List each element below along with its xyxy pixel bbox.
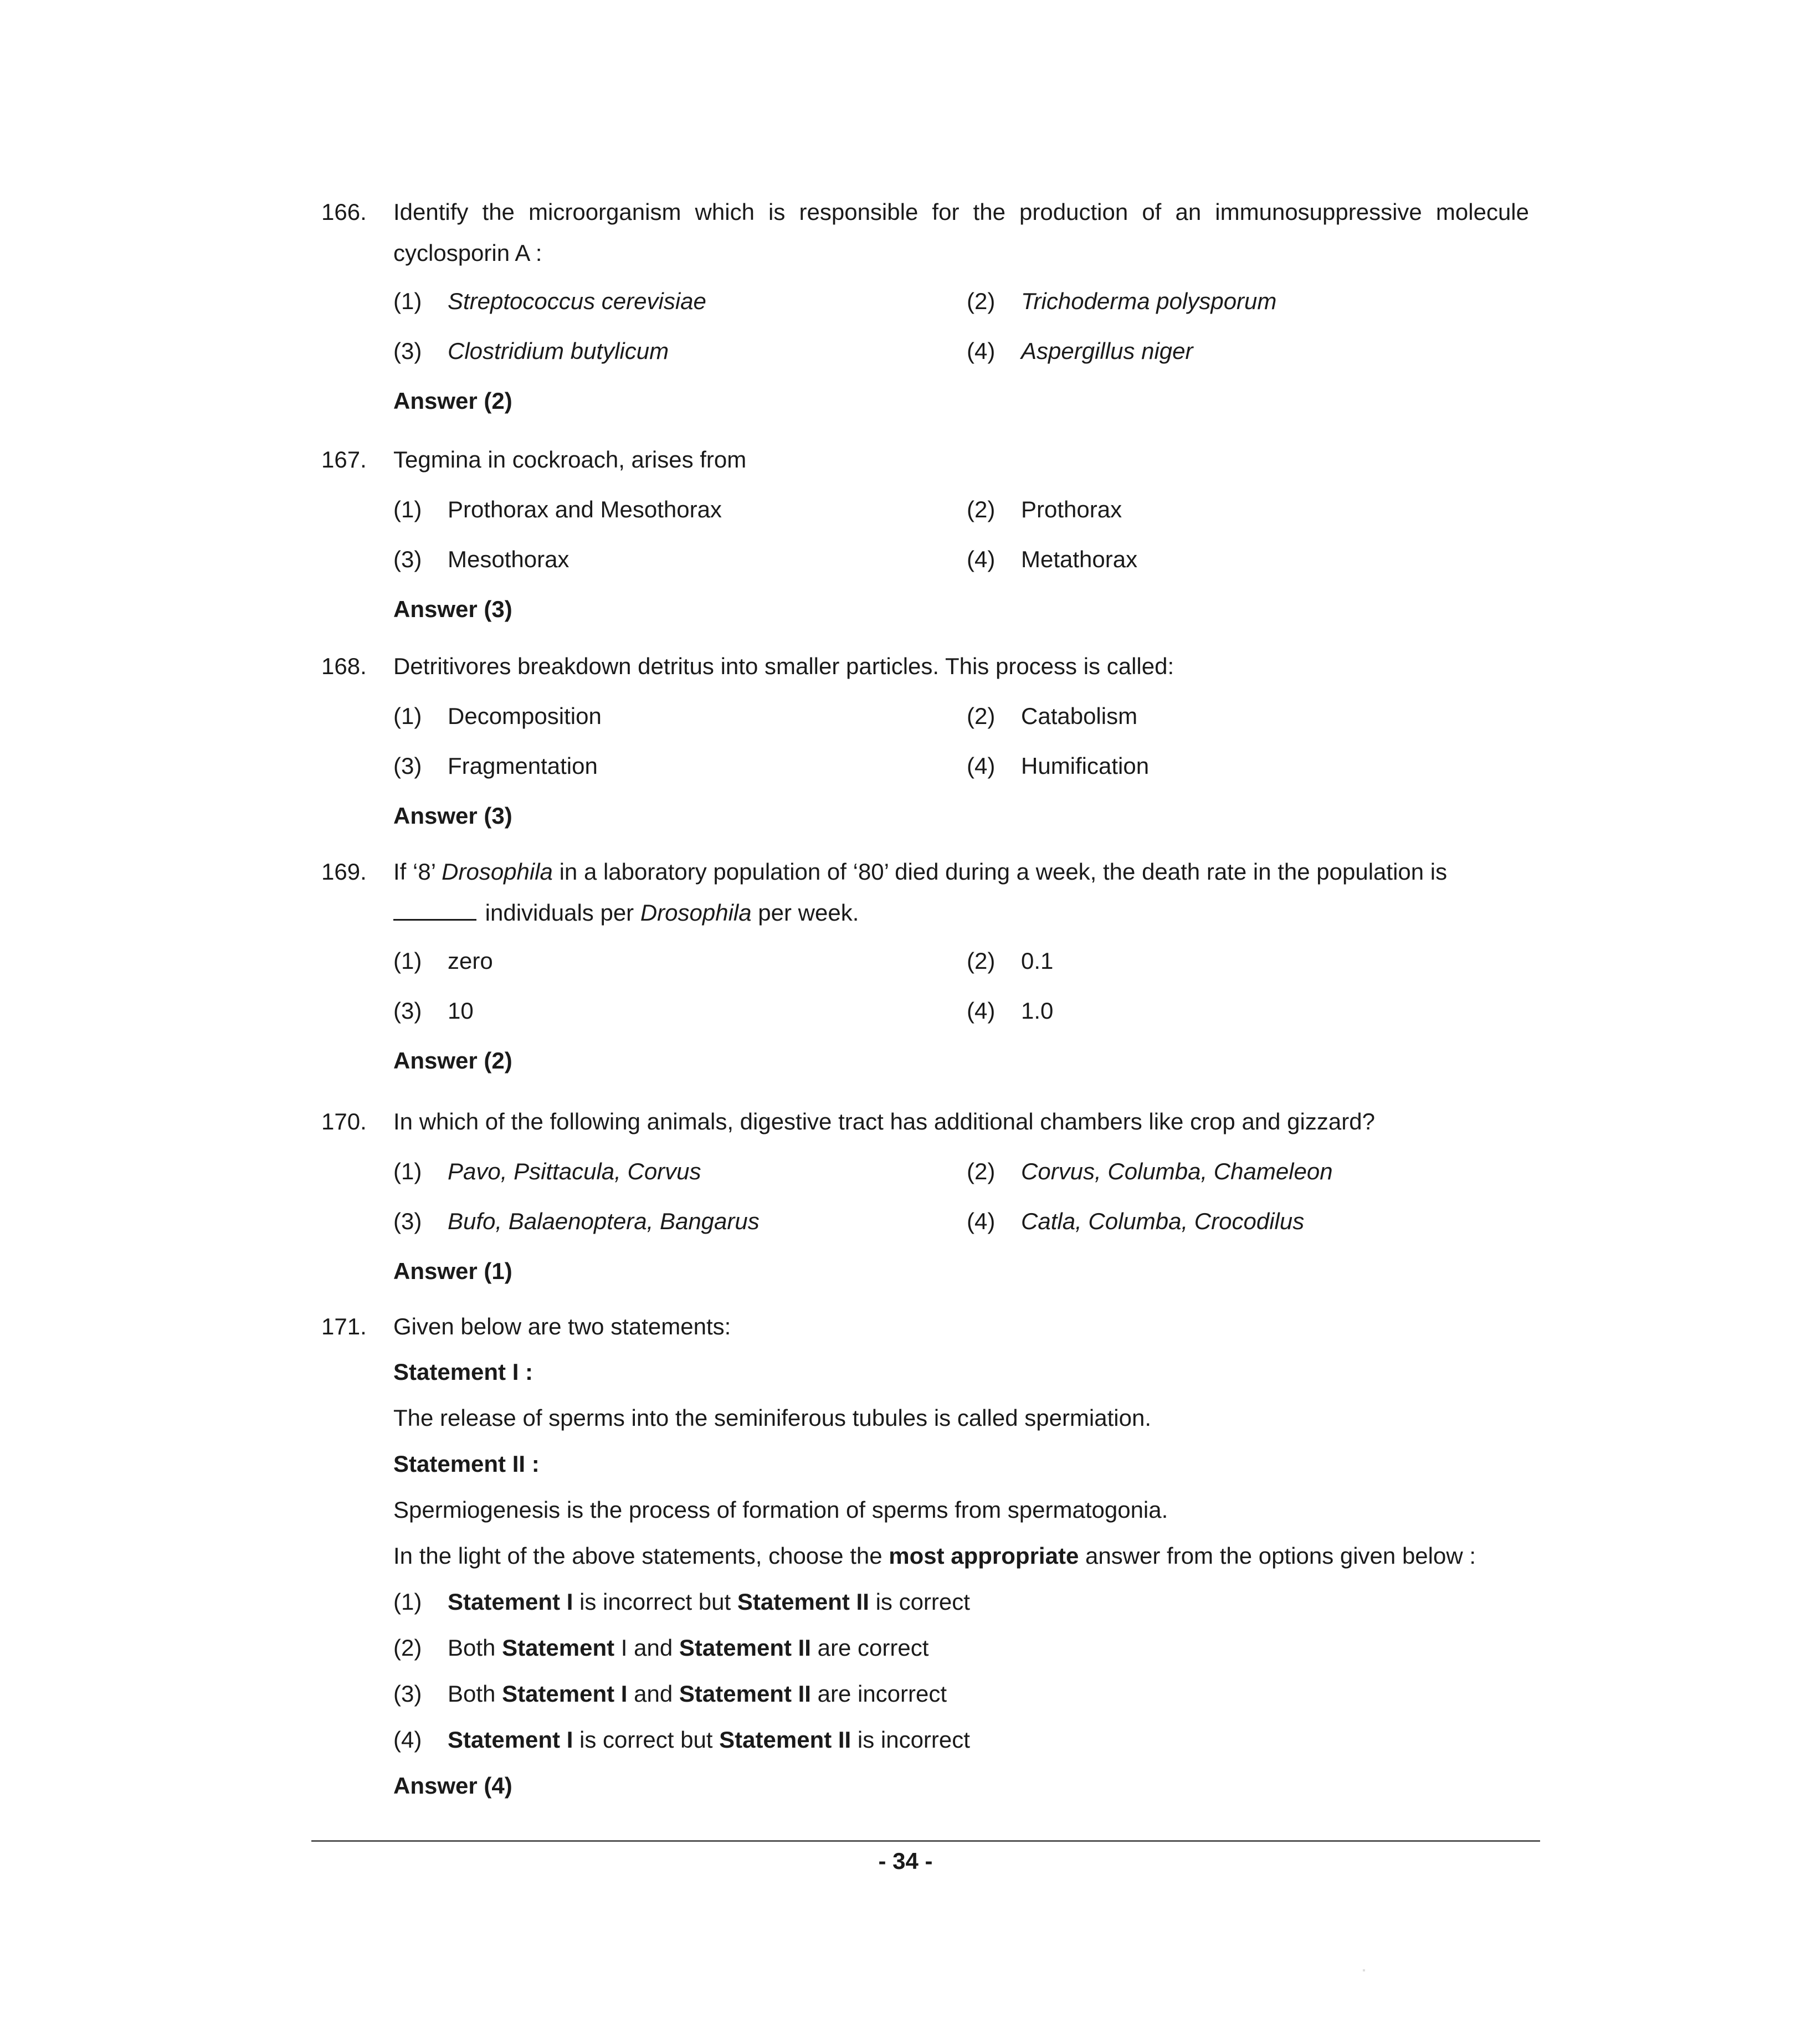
- option-2: (2) Trichoderma polysporum: [967, 288, 1277, 314]
- question-number: 170.: [321, 1108, 367, 1134]
- answer: Answer (3): [393, 803, 512, 829]
- question-stem: Identify the microorganism which is responsible for the production of an immunosuppressive molecule cyclosporin A :: [393, 199, 1529, 266]
- option-4: (4) 1.0: [967, 998, 1054, 1024]
- answer: Answer (2): [393, 1047, 512, 1074]
- statement-2-text: Spermiogenesis is the process of formation of sperms from spermatogonia.: [393, 1497, 1168, 1523]
- statement-1-label: Statement I :: [393, 1359, 533, 1385]
- question-number: 171.: [321, 1313, 367, 1339]
- option-4: (4) Humification: [967, 753, 1150, 779]
- statement-2-label: Statement II :: [393, 1451, 540, 1477]
- statement-1-text: The release of sperms into the seminiferous tubules is called spermiation.: [393, 1405, 1151, 1431]
- question-stem: Given below are two statements:: [393, 1313, 731, 1339]
- option-1: (1) Decomposition: [393, 703, 602, 729]
- question-stem: If ‘8’ Drosophila in a laboratory population of ‘80’ died during a week, the death rate in the population is individuals per Drosophila per week.: [393, 859, 1448, 926]
- option-4: (4) Statement I is correct but Statement II is incorrect: [393, 1727, 970, 1753]
- option-3: (3) 10: [393, 998, 474, 1024]
- question-stem: In which of the following animals, digestive tract has additional chambers like crop and gizzard?: [393, 1108, 1375, 1134]
- option-2: (2) 0.1: [967, 948, 1054, 974]
- option-2: (2) Both Statement I and Statement II are correct: [393, 1635, 929, 1661]
- option-4: (4) Metathorax: [967, 546, 1138, 572]
- question-number: 168.: [321, 653, 367, 679]
- option-3: (3) Mesothorax: [393, 546, 570, 572]
- option-1: (1) Statement I is incorrect but Statement II is correct: [393, 1589, 970, 1615]
- answer: Answer (1): [393, 1258, 512, 1284]
- option-1: (1) zero: [393, 948, 493, 974]
- option-2: (2) Corvus, Columba, Chameleon: [967, 1158, 1333, 1184]
- option-4: (4) Aspergillus niger: [967, 338, 1193, 364]
- footer-divider: [311, 1840, 1540, 1842]
- option-1: (1) Prothorax and Mesothorax: [393, 496, 722, 522]
- answer: Answer (2): [393, 388, 512, 414]
- scan-speck: [1363, 1969, 1365, 1971]
- answer: Answer (3): [393, 596, 512, 622]
- instruction: In the light of the above statements, choose the most appropriate answer from the options given below :: [393, 1543, 1476, 1569]
- option-3: (3) Bufo, Balaenoptera, Bangarus: [393, 1208, 760, 1234]
- option-1: (1) Pavo, Psittacula, Corvus: [393, 1158, 701, 1184]
- question-stem: Tegmina in cockroach, arises from: [393, 446, 747, 473]
- question-number: 167.: [321, 446, 367, 473]
- option-3: (3) Both Statement I and Statement II are incorrect: [393, 1681, 947, 1707]
- option-2: (2) Catabolism: [967, 703, 1138, 729]
- option-3: (3) Clostridium butylicum: [393, 338, 669, 364]
- question-stem: Detritivores breakdown detritus into smaller particles. This process is called:: [393, 653, 1174, 679]
- option-4: (4) Catla, Columba, Crocodilus: [967, 1208, 1305, 1234]
- page-number: - 34 -: [878, 1848, 933, 1874]
- option-2: (2) Prothorax: [967, 496, 1122, 522]
- answer: Answer (4): [393, 1773, 512, 1799]
- option-1: (1) Streptococcus cerevisiae: [393, 288, 706, 314]
- question-number: 166.: [321, 199, 367, 225]
- option-3: (3) Fragmentation: [393, 753, 598, 779]
- question-number: 169.: [321, 859, 367, 885]
- fill-in-blank: [393, 900, 476, 921]
